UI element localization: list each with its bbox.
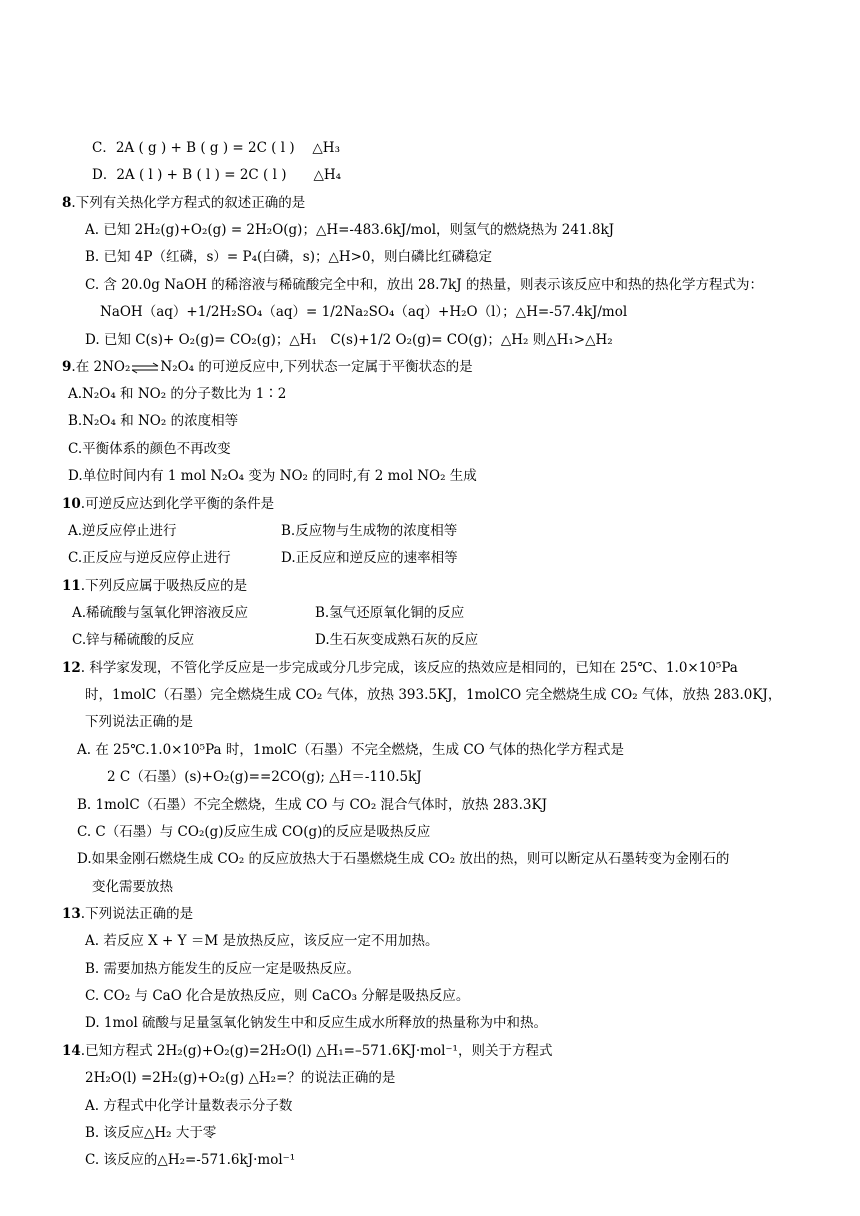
question-number: 8 — [62, 195, 72, 211]
question-text: .已知方程式 2H₂(g)+O₂(g)=2H₂O(l) △H₁=–571.6KJ·mol⁻¹，则关于方程式 — [80, 1043, 553, 1059]
q10-option-d: D.正反应和逆反应的速率相等 — [281, 550, 458, 566]
q7-option-d: D．2A ( l ) + B ( l ) = 2C ( l ) △H₄ — [92, 167, 342, 183]
q9-option-b: B.N₂O₄ 和 NO₂ 的浓度相等 — [68, 413, 239, 429]
q12-option-a: A. 在 25℃.1.0×10⁵Pa 时，1molC（石墨）不完全燃烧，生成 CO 气体的热化学方程式是 — [77, 742, 625, 758]
question-8-stem — [62, 194, 305, 212]
question-9-stem — [62, 358, 473, 376]
q12-option-d-cont: 变化需要放热 — [92, 879, 173, 895]
question-number: 14 — [62, 1043, 81, 1059]
q8-option-a: A. 已知 2H₂(g)+O₂(g) = 2H₂O(g)；△H=-483.6kJ/mol，则氢气的燃烧热为 241.8kJ — [85, 222, 615, 238]
question-number: 13 — [62, 906, 81, 922]
q12-stem-line-2: 时，1molC（石墨）完全燃烧生成 CO₂ 气体，放热 393.5KJ，1molCO 完全燃烧生成 CO₂ 气体，放热 283.0KJ， — [85, 687, 782, 703]
q10-option-a: A.逆反应停止进行 — [68, 523, 177, 539]
q14-option-a: A. 方程式中化学计量数表示分子数 — [85, 1098, 293, 1114]
reversible-arrow-icon — [131, 362, 159, 374]
question-number: 12 — [62, 660, 81, 676]
q10-option-c: C.正反应与逆反应停止进行 — [68, 550, 231, 566]
q13-option-d: D. 1mol 硫酸与足量氢氧化钠发生中和反应生成水所释放的热量称为中和热。 — [85, 1015, 548, 1031]
question-14-stem — [62, 1042, 552, 1060]
q12-stem-line-3: 下列说法正确的是 — [85, 714, 193, 730]
q8-option-b: B. 已知 4P（红磷，s）= P₄(白磷，s)；△H>0，则白磷比红磷稳定 — [85, 249, 493, 265]
q13-option-c: C. CO₂ 与 CaO 化合是放热反应，则 CaCO₃ 分解是吸热反应。 — [85, 988, 470, 1004]
q7-option-c: C．2A ( g ) + B ( g ) = 2C ( l ) △H₃ — [92, 140, 340, 156]
question-11-stem — [62, 577, 247, 595]
question-text: .下列说法正确的是 — [80, 906, 194, 922]
question-text: .可逆反应达到化学平衡的条件是 — [80, 496, 275, 512]
q9-option-a: A.N₂O₄ 和 NO₂ 的分子数比为 1∶2 — [68, 386, 287, 402]
question-number: 10 — [62, 496, 81, 512]
question-number: 9 — [62, 359, 72, 375]
q9-option-c: C.平衡体系的颜色不再改变 — [68, 441, 231, 457]
q13-option-a: A. 若反应 X + Y ＝M 是放热反应，该反应一定不用加热。 — [85, 933, 439, 949]
q12-option-b: B. 1molC（石墨）不完全燃烧，生成 CO 与 CO₂ 混合气体时，放热 283.3KJ — [77, 797, 547, 813]
q11-option-c: C.锌与稀硫酸的反应 — [72, 632, 195, 648]
q11-option-b: B.氢气还原氧化铜的反应 — [315, 605, 465, 621]
question-text: .在 2NO₂ — [71, 359, 131, 375]
q13-option-b: B. 需要加热方能发生的反应一定是吸热反应。 — [85, 961, 361, 977]
question-text: .下列有关热化学方程式的叙述正确的是 — [71, 195, 306, 211]
q12-option-a-equation: 2 C（石墨）(s)+O₂(g)==2CO(g); △H＝-110.5kJ — [107, 769, 422, 785]
question-number: 11 — [62, 578, 81, 594]
question-13-stem — [62, 905, 193, 923]
q12-option-d: D.如果金刚石燃烧生成 CO₂ 的反应放热大于石墨燃烧生成 CO₂ 放出的热，则可以断定从石墨转变为金刚石的 — [77, 851, 730, 867]
question-text-cont: N₂O₄ 的可逆反应中,下列状态一定属于平衡状态的是 — [160, 359, 473, 375]
q12-option-c: C. C（石墨）与 CO₂(g)反应生成 CO(g)的反应是吸热反应 — [77, 824, 431, 840]
q8-option-c: C. 含 20.0g NaOH 的稀溶液与稀硫酸完全中和，放出 28.7kJ 的热量，则表示该反应中和热的热化学方程式为： — [85, 277, 763, 293]
q11-option-d: D.生石灰变成熟石灰的反应 — [315, 632, 479, 648]
question-10-stem — [62, 495, 274, 513]
q8-option-c-equation: NaOH（aq）+1/2H₂SO₄（aq）= 1/2Na₂SO₄（aq）+H₂O（l）；△H=-57.4kJ/mol — [100, 304, 628, 320]
question-text: .下列反应属于吸热反应的是 — [80, 578, 248, 594]
q14-stem-line-2: 2H₂O(l) =2H₂(g)+O₂(g) △H₂=？的说法正确的是 — [85, 1070, 396, 1086]
q8-option-d: D. 已知 C(s)+ O₂(g)= CO₂(g)；△H₁ C(s)+1/2 O₂(g)= CO(g)；△H₂ 则△H₁>△H₂ — [85, 332, 613, 348]
q14-option-c: C. 该反应的△H₂=-571.6kJ·mol⁻¹ — [85, 1152, 296, 1168]
question-12-stem — [62, 659, 738, 677]
question-text: . 科学家发现，不管化学反应是一步完成或分几步完成，该反应的热效应是相同的，已知在 25℃、1.0×10⁵Pa — [80, 660, 738, 676]
q14-option-b: B. 该反应△H₂ 大于零 — [85, 1125, 217, 1141]
q11-option-a: A.稀硫酸与氢氧化钾溶液反应 — [72, 605, 249, 621]
q9-option-d: D.单位时间内有 1 mol N₂O₄ 变为 NO₂ 的同时,有 2 mol NO₂ 生成 — [68, 468, 477, 484]
q10-option-b: B.反应物与生成物的浓度相等 — [281, 523, 458, 539]
